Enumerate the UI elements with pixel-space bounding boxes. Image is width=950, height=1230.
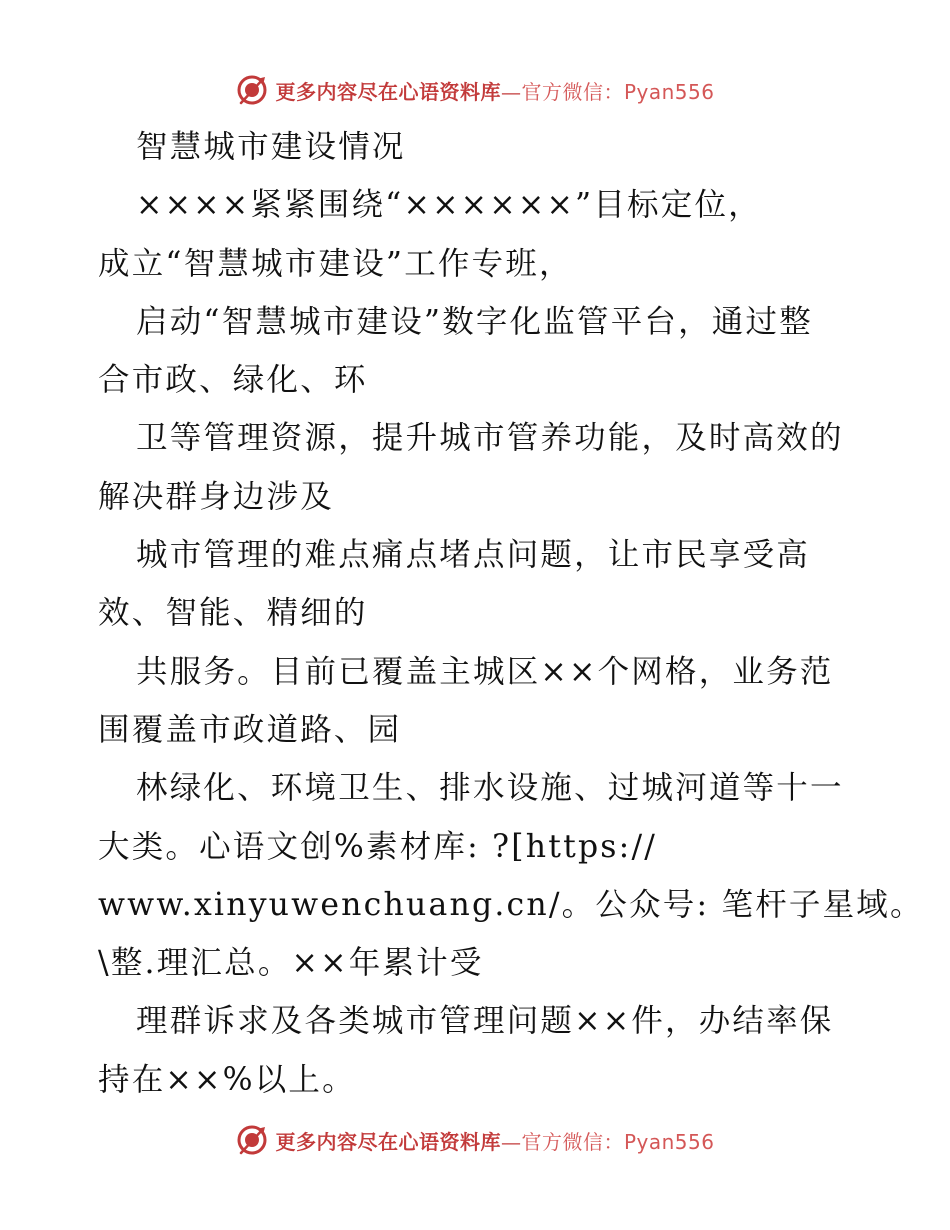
banner-text	[275, 76, 714, 105]
banner-text	[275, 1126, 714, 1155]
banner-main-text: 更多内容尽在心语资料库	[275, 79, 501, 104]
banner-contact: 官方微信：Pyan556	[521, 79, 715, 104]
paragraph-line: 林绿化、环境卫生、排水设施、过城河道等十一	[136, 770, 844, 807]
footer-banner	[0, 1120, 950, 1160]
paragraph-line: 持在××%以上。	[98, 1061, 356, 1098]
paragraph-line: 理群诉求及各类城市管理问题××件，办结率保	[136, 1003, 834, 1040]
header-banner	[0, 70, 950, 110]
paragraph-line: 围覆盖市政道路、园	[98, 711, 402, 748]
paragraph-line: 效、智能、精细的	[98, 595, 368, 632]
banner-main-text: 更多内容尽在心语资料库	[275, 1129, 501, 1154]
paragraph-line: 合市政、绿化、环	[98, 362, 368, 399]
banner-contact: 官方微信：Pyan556	[521, 1129, 715, 1154]
banner-dash: —	[500, 1129, 522, 1154]
paragraph-line: \整.理汇总。××年累计受	[98, 945, 484, 982]
document-title: 智慧城市建设情况	[136, 129, 406, 165]
paragraph-line: 成立“智慧城市建设”工作专班，	[98, 245, 573, 282]
paragraph-line: ××××紧紧围绕“××××××”目标定位，	[136, 187, 762, 224]
paragraph-line: 城市管理的难点痛点堵点问题，让市民享受高	[136, 537, 811, 574]
paragraph-line: www.xinyuwenchuang.cn/。公众号: 笔杆子星域。	[98, 886, 924, 923]
quill-seal-icon	[235, 1123, 269, 1157]
paragraph-line: 卫等管理资源，提升城市管养功能，及时高效的	[136, 420, 844, 457]
document-body	[98, 118, 924, 1109]
paragraph-line: 共服务。目前已覆盖主城区××个网格，业务范	[136, 653, 834, 690]
paragraph-line: 解决群身边涉及	[98, 478, 334, 515]
quill-seal-icon	[235, 73, 269, 107]
banner-dash: —	[500, 79, 522, 104]
paragraph-line: 启动“智慧城市建设”数字化监管平台，通过整	[136, 303, 813, 340]
paragraph-line: 大类。心语文创%素材库: ?[https://	[98, 828, 658, 865]
